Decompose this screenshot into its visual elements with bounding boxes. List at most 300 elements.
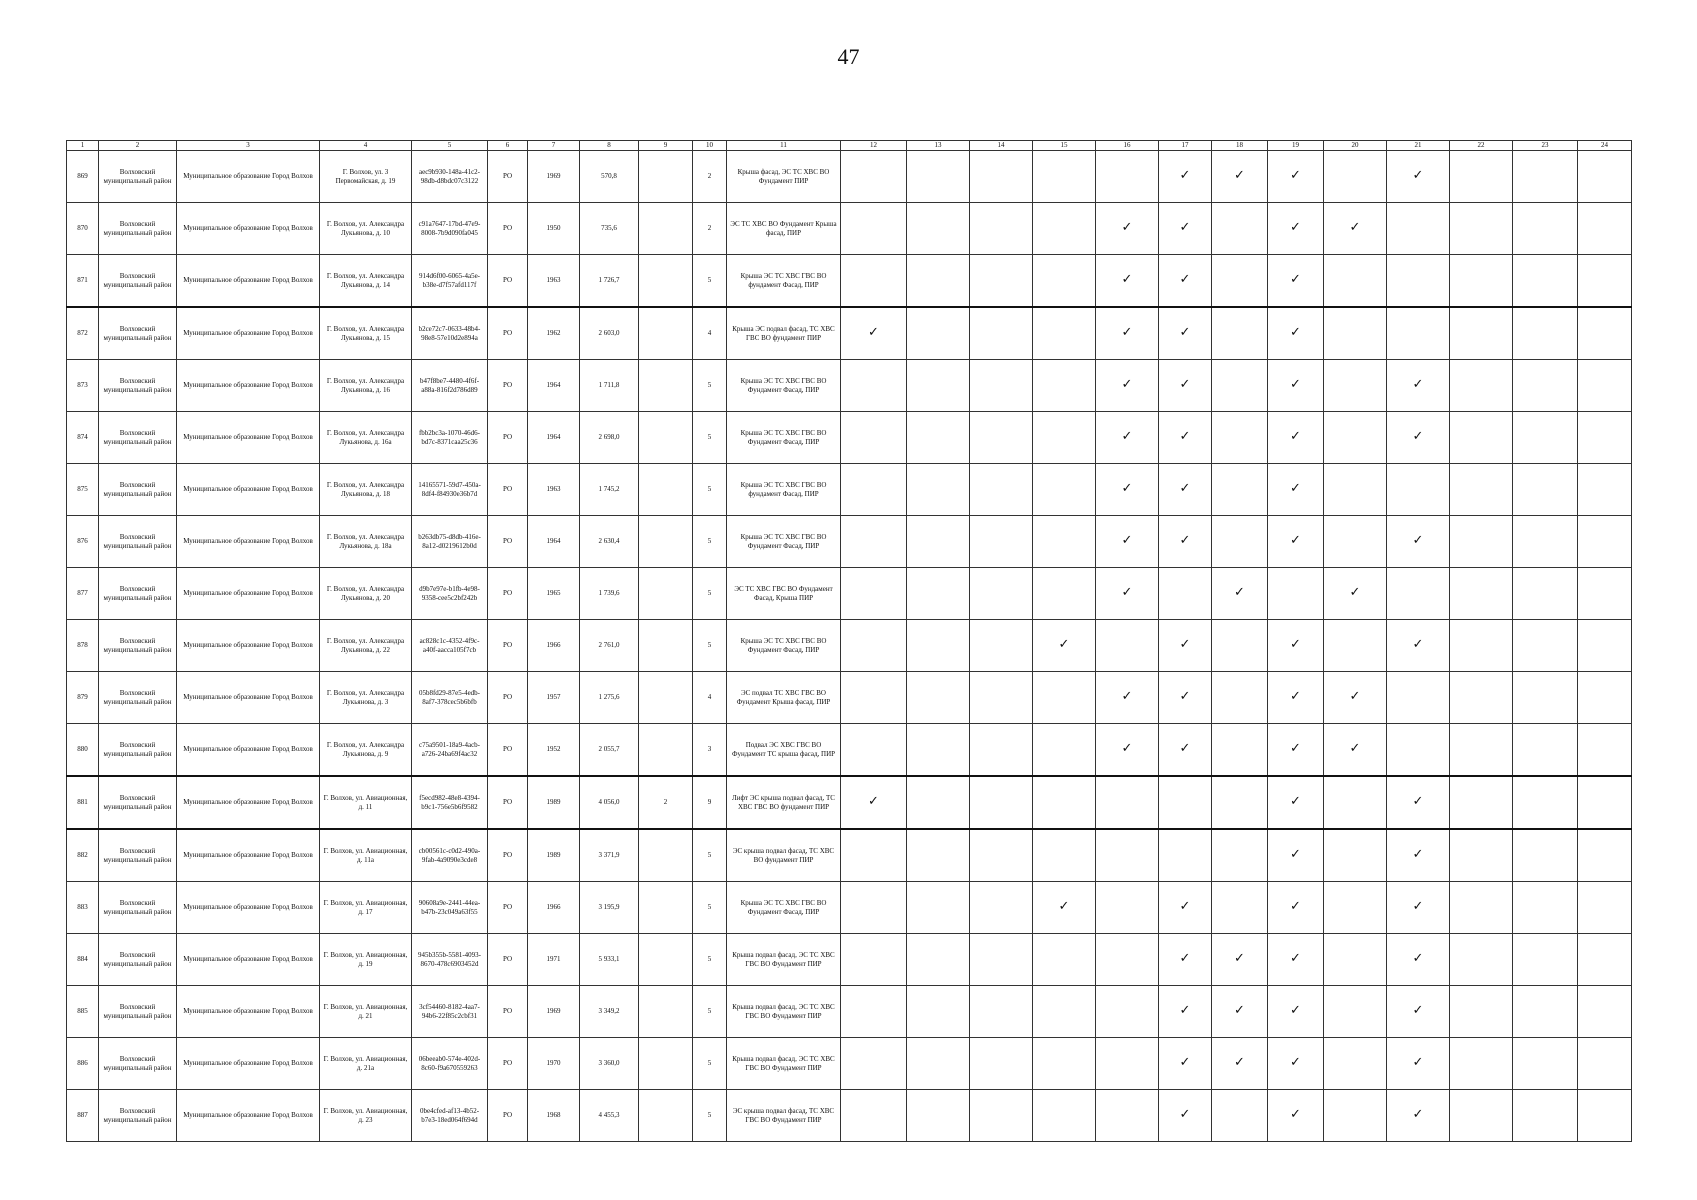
row-number: 886	[67, 1038, 99, 1090]
column-header-22: 22	[1450, 141, 1513, 151]
row-number: 872	[67, 307, 99, 360]
checkmark-icon: ✓	[1179, 168, 1191, 184]
works-cell: Крыша ЭС ТС ХВС ГВС ВО Фундамент Фасад, ПИР	[727, 882, 841, 934]
empty-cell-col13	[907, 776, 970, 829]
type-cell: РО	[488, 776, 528, 829]
address-cell: Г. Волхов, ул. Авиационная, д. 11а	[320, 829, 412, 882]
col9-cell	[639, 620, 693, 672]
district-cell: Волховский муниципальный район	[99, 829, 177, 882]
row-number: 885	[67, 986, 99, 1038]
empty-cell-col16	[1096, 1090, 1159, 1142]
empty-cell-col23	[1513, 412, 1578, 464]
col9-cell	[639, 1090, 693, 1142]
col10-cell: 3	[693, 724, 727, 777]
year-cell: 1970	[528, 1038, 580, 1090]
empty-cell-col12	[841, 829, 907, 882]
empty-cell-col12	[841, 516, 907, 568]
empty-cell-col24	[1578, 568, 1632, 620]
checkmark-icon: ✓	[1290, 377, 1301, 393]
district-cell: Волховский муниципальный район	[99, 776, 177, 829]
empty-cell-col24	[1578, 986, 1632, 1038]
column-header-13: 13	[907, 141, 970, 151]
district-cell: Волховский муниципальный район	[99, 1090, 177, 1142]
address-cell: Г. Волхов, ул. Александра Лукьянова, д. 9	[320, 724, 412, 777]
col10-cell: 5	[693, 412, 727, 464]
year-cell: 1989	[528, 776, 580, 829]
table-row	[67, 151, 1632, 203]
checkmark-icon: ✓	[1290, 325, 1301, 341]
municipality-cell: Муниципальное образование Город Волхов	[177, 307, 320, 360]
area-cell: 4 056,0	[580, 776, 639, 829]
check-cell-col17	[1159, 307, 1212, 360]
row-number: 879	[67, 672, 99, 724]
guid-cell: 05b8fd29-87e5-4edb-8af7-378cec5b6bfb	[412, 672, 488, 724]
area-cell: 3 349,2	[580, 986, 639, 1038]
check-cell-col19	[1268, 934, 1324, 986]
check-cell-col19	[1268, 724, 1324, 777]
checkmark-icon: ✓	[1412, 533, 1424, 549]
register-table	[66, 140, 1632, 1142]
checkmark-icon: ✓	[1412, 168, 1424, 184]
check-cell-col20	[1324, 672, 1387, 724]
column-header-19: 19	[1268, 141, 1324, 151]
municipality-cell: Муниципальное образование Город Волхов	[177, 151, 320, 203]
empty-cell-col13	[907, 568, 970, 620]
empty-cell-col14	[970, 464, 1033, 516]
check-cell-col21	[1387, 882, 1450, 934]
year-cell: 1964	[528, 360, 580, 412]
col9-cell	[639, 203, 693, 255]
check-cell-col17	[1159, 934, 1212, 986]
check-cell-col19	[1268, 776, 1324, 829]
area-cell: 5 933,1	[580, 934, 639, 986]
checkmark-icon: ✓	[1290, 168, 1301, 184]
checkmark-icon: ✓	[1179, 637, 1191, 653]
empty-cell-col20	[1324, 776, 1387, 829]
check-cell-col20	[1324, 724, 1387, 777]
empty-cell-col13	[907, 620, 970, 672]
check-cell-col17	[1159, 255, 1212, 308]
empty-cell-col22	[1450, 255, 1513, 308]
checkmark-icon: ✓	[1121, 325, 1133, 341]
area-cell: 2 761,0	[580, 620, 639, 672]
checkmark-icon: ✓	[1290, 481, 1301, 497]
empty-cell-col13	[907, 360, 970, 412]
checkmark-icon: ✓	[1412, 377, 1424, 393]
checkmark-icon: ✓	[1121, 481, 1133, 497]
empty-cell-col15	[1033, 151, 1096, 203]
col9-cell	[639, 568, 693, 620]
checkmark-icon: ✓	[1179, 533, 1191, 549]
type-cell: РО	[488, 151, 528, 203]
empty-cell-col13	[907, 724, 970, 777]
empty-cell-col12	[841, 672, 907, 724]
check-cell-col17	[1159, 1090, 1212, 1142]
check-cell-col21	[1387, 776, 1450, 829]
col10-cell: 5	[693, 986, 727, 1038]
check-cell-col16	[1096, 307, 1159, 360]
empty-cell-col12	[841, 882, 907, 934]
check-cell-col19	[1268, 986, 1324, 1038]
checkmark-icon: ✓	[1412, 951, 1424, 967]
checkmark-icon: ✓	[1121, 689, 1133, 705]
empty-cell-col13	[907, 934, 970, 986]
column-header-24: 24	[1578, 141, 1632, 151]
municipality-cell: Муниципальное образование Город Волхов	[177, 882, 320, 934]
area-cell: 4 455,3	[580, 1090, 639, 1142]
type-cell: РО	[488, 412, 528, 464]
area-cell: 735,6	[580, 203, 639, 255]
empty-cell-col22	[1450, 568, 1513, 620]
checkmark-icon: ✓	[1179, 481, 1191, 497]
checkmark-icon: ✓	[1179, 899, 1191, 915]
empty-cell-col21	[1387, 255, 1450, 308]
works-cell: Крыша ЭС ТС ХВС ГВС ВО Фундамент Фасад, ПИР	[727, 620, 841, 672]
empty-cell-col14	[970, 620, 1033, 672]
checkmark-icon: ✓	[1234, 951, 1245, 967]
area-cell: 3 360,0	[580, 1038, 639, 1090]
works-cell: Крыша ЭС ТС ХВС ГВС ВО Фундамент Фасад, ПИР	[727, 360, 841, 412]
checkmark-icon: ✓	[1234, 1055, 1245, 1071]
guid-cell: f5ecd982-48e8-4394-b9c1-756e5b6f9582	[412, 776, 488, 829]
checkmark-icon: ✓	[1179, 429, 1191, 445]
column-header-3: 3	[177, 141, 320, 151]
empty-cell-col15	[1033, 568, 1096, 620]
page-number: 47	[837, 44, 860, 69]
col9-cell	[639, 934, 693, 986]
row-number: 869	[67, 151, 99, 203]
empty-cell-col14	[970, 568, 1033, 620]
empty-cell-col24	[1578, 151, 1632, 203]
checkmark-icon: ✓	[1290, 951, 1301, 967]
empty-cell-col13	[907, 255, 970, 308]
check-cell-col19	[1268, 464, 1324, 516]
empty-cell-col16	[1096, 829, 1159, 882]
area-cell: 570,8	[580, 151, 639, 203]
check-cell-col21	[1387, 151, 1450, 203]
type-cell: РО	[488, 986, 528, 1038]
checkmark-icon: ✓	[1290, 429, 1301, 445]
check-cell-col16	[1096, 568, 1159, 620]
empty-cell-col23	[1513, 620, 1578, 672]
empty-cell-col14	[970, 255, 1033, 308]
table-header	[67, 141, 1632, 151]
column-header-4: 4	[320, 141, 412, 151]
empty-cell-col23	[1513, 516, 1578, 568]
checkmark-icon: ✓	[1234, 168, 1245, 184]
empty-cell-col14	[970, 672, 1033, 724]
district-cell: Волховский муниципальный район	[99, 307, 177, 360]
empty-cell-col22	[1450, 307, 1513, 360]
col10-cell: 4	[693, 307, 727, 360]
district-cell: Волховский муниципальный район	[99, 151, 177, 203]
municipality-cell: Муниципальное образование Город Волхов	[177, 516, 320, 568]
column-header-18: 18	[1212, 141, 1268, 151]
col9-cell	[639, 255, 693, 308]
empty-cell-col15	[1033, 203, 1096, 255]
table-row	[67, 203, 1632, 255]
empty-cell-col16	[1096, 882, 1159, 934]
district-cell: Волховский муниципальный район	[99, 882, 177, 934]
year-cell: 1950	[528, 203, 580, 255]
empty-cell-col20	[1324, 412, 1387, 464]
type-cell: РО	[488, 1090, 528, 1142]
empty-cell-col18	[1212, 412, 1268, 464]
works-cell: Крыша подвал фасад, ЭС ТС ХВС ГВС ВО Фундамент ПИР	[727, 934, 841, 986]
col9-cell: 2	[639, 776, 693, 829]
address-cell: Г. Волхов, ул. Александра Лукьянова, д. 15	[320, 307, 412, 360]
column-header-9: 9	[639, 141, 693, 151]
empty-cell-col23	[1513, 307, 1578, 360]
check-cell-col17	[1159, 412, 1212, 464]
empty-cell-col13	[907, 672, 970, 724]
year-cell: 1963	[528, 255, 580, 308]
empty-cell-col18	[1212, 882, 1268, 934]
works-cell: ЭС крыша подвал фасад, ТС ХВС ГВС ВО Фундамент ПИР	[727, 1090, 841, 1142]
type-cell: РО	[488, 568, 528, 620]
empty-cell-col21	[1387, 464, 1450, 516]
empty-cell-col12	[841, 464, 907, 516]
empty-cell-col15	[1033, 464, 1096, 516]
empty-cell-col23	[1513, 464, 1578, 516]
row-number: 871	[67, 255, 99, 308]
column-header-2: 2	[99, 141, 177, 151]
year-cell: 1969	[528, 986, 580, 1038]
empty-cell-col15	[1033, 776, 1096, 829]
area-cell: 3 195,9	[580, 882, 639, 934]
empty-cell-col12	[841, 412, 907, 464]
year-cell: 1962	[528, 307, 580, 360]
year-cell: 1966	[528, 620, 580, 672]
empty-cell-col18	[1212, 672, 1268, 724]
checkmark-icon: ✓	[1290, 1003, 1301, 1019]
col10-cell: 5	[693, 620, 727, 672]
empty-cell-col12	[841, 151, 907, 203]
guid-cell: 06beeab0-574e-402d-8c60-f9a670559263	[412, 1038, 488, 1090]
column-header-20: 20	[1324, 141, 1387, 151]
empty-cell-col16	[1096, 1038, 1159, 1090]
guid-cell: d9b7e97e-b1fb-4e98-9358-cee5c2bf242b	[412, 568, 488, 620]
guid-cell: fbb2bc3a-1070-46d6-bd7c-8371caa25c36	[412, 412, 488, 464]
check-cell-col21	[1387, 1038, 1450, 1090]
works-cell: Крыша ЭС подвал фасад, ТС ХВС ГВС ВО фундамент ПИР	[727, 307, 841, 360]
empty-cell-col15	[1033, 360, 1096, 412]
empty-cell-col23	[1513, 672, 1578, 724]
empty-cell-col12	[841, 1090, 907, 1142]
table-row	[67, 882, 1632, 934]
empty-cell-col18	[1212, 307, 1268, 360]
empty-cell-col18	[1212, 776, 1268, 829]
check-cell-col18	[1212, 934, 1268, 986]
empty-cell-col23	[1513, 255, 1578, 308]
guid-cell: c91a7647-17bd-47e9-8008-7b9d090fa045	[412, 203, 488, 255]
column-header-7: 7	[528, 141, 580, 151]
empty-cell-col23	[1513, 934, 1578, 986]
empty-cell-col14	[970, 986, 1033, 1038]
check-cell-col19	[1268, 672, 1324, 724]
empty-cell-col24	[1578, 255, 1632, 308]
table-row	[67, 516, 1632, 568]
table-row	[67, 829, 1632, 882]
checkmark-icon: ✓	[1234, 1003, 1245, 1019]
empty-cell-col14	[970, 934, 1033, 986]
empty-cell-col14	[970, 516, 1033, 568]
empty-cell-col19	[1268, 568, 1324, 620]
district-cell: Волховский муниципальный район	[99, 1038, 177, 1090]
empty-cell-col14	[970, 360, 1033, 412]
empty-cell-col16	[1096, 151, 1159, 203]
col10-cell: 5	[693, 360, 727, 412]
district-cell: Волховский муниципальный район	[99, 516, 177, 568]
municipality-cell: Муниципальное образование Город Волхов	[177, 360, 320, 412]
check-cell-col17	[1159, 882, 1212, 934]
empty-cell-col14	[970, 151, 1033, 203]
empty-cell-col24	[1578, 724, 1632, 777]
guid-cell: aec9b930-148a-41c2-98db-d8bdc07c3122	[412, 151, 488, 203]
checkmark-icon: ✓	[1349, 741, 1361, 757]
empty-cell-col12	[841, 986, 907, 1038]
empty-cell-col18	[1212, 464, 1268, 516]
checkmark-icon: ✓	[1179, 1003, 1191, 1019]
address-cell: Г. Волхов, ул. Александра Лукьянова, д. 14	[320, 255, 412, 308]
checkmark-icon: ✓	[1121, 585, 1133, 601]
address-cell: Г. Волхов, ул. Александра Лукьянова, д. 18	[320, 464, 412, 516]
area-cell: 2 698,0	[580, 412, 639, 464]
district-cell: Волховский муниципальный район	[99, 203, 177, 255]
empty-cell-col15	[1033, 1038, 1096, 1090]
empty-cell-col22	[1450, 203, 1513, 255]
year-cell: 1964	[528, 516, 580, 568]
municipality-cell: Муниципальное образование Город Волхов	[177, 620, 320, 672]
col9-cell	[639, 412, 693, 464]
column-header-17: 17	[1159, 141, 1212, 151]
checkmark-icon: ✓	[868, 325, 879, 341]
year-cell: 1971	[528, 934, 580, 986]
table-row	[67, 1038, 1632, 1090]
check-cell-col17	[1159, 516, 1212, 568]
area-cell: 1 711,8	[580, 360, 639, 412]
col10-cell: 5	[693, 829, 727, 882]
empty-cell-col23	[1513, 776, 1578, 829]
empty-cell-col21	[1387, 203, 1450, 255]
empty-cell-col24	[1578, 934, 1632, 986]
year-cell: 1966	[528, 882, 580, 934]
column-header-23: 23	[1513, 141, 1578, 151]
check-cell-col12	[841, 776, 907, 829]
empty-cell-col15	[1033, 829, 1096, 882]
empty-cell-col23	[1513, 568, 1578, 620]
empty-cell-col24	[1578, 464, 1632, 516]
check-cell-col19	[1268, 829, 1324, 882]
row-number: 878	[67, 620, 99, 672]
col9-cell	[639, 724, 693, 777]
check-cell-col18	[1212, 1038, 1268, 1090]
check-cell-col17	[1159, 464, 1212, 516]
empty-cell-col24	[1578, 672, 1632, 724]
check-cell-col17	[1159, 203, 1212, 255]
empty-cell-col20	[1324, 360, 1387, 412]
empty-cell-col16	[1096, 934, 1159, 986]
check-cell-col17	[1159, 360, 1212, 412]
table-row	[67, 1090, 1632, 1142]
empty-cell-col20	[1324, 255, 1387, 308]
guid-cell: 945b355b-5581-4093-8670-478c6903452d	[412, 934, 488, 986]
empty-cell-col13	[907, 464, 970, 516]
row-number: 883	[67, 882, 99, 934]
checkmark-icon: ✓	[1349, 689, 1361, 705]
column-header-5: 5	[412, 141, 488, 151]
col10-cell: 2	[693, 203, 727, 255]
table-row	[67, 360, 1632, 412]
col10-cell: 4	[693, 672, 727, 724]
empty-cell-col22	[1450, 672, 1513, 724]
empty-cell-col21	[1387, 568, 1450, 620]
empty-cell-col24	[1578, 203, 1632, 255]
checkmark-icon: ✓	[1290, 272, 1301, 288]
table-body	[67, 151, 1632, 1142]
district-cell: Волховский муниципальный район	[99, 672, 177, 724]
col9-cell	[639, 151, 693, 203]
empty-cell-col12	[841, 934, 907, 986]
area-cell: 1 726,7	[580, 255, 639, 308]
area-cell: 1 739,6	[580, 568, 639, 620]
year-cell: 1965	[528, 568, 580, 620]
empty-cell-col14	[970, 882, 1033, 934]
check-cell-col16	[1096, 724, 1159, 777]
col10-cell: 5	[693, 464, 727, 516]
district-cell: Волховский муниципальный район	[99, 360, 177, 412]
row-number: 875	[67, 464, 99, 516]
column-header-1: 1	[67, 141, 99, 151]
empty-cell-col15	[1033, 986, 1096, 1038]
guid-cell: b47f8be7-4480-4f6f-a88a-816f2d786d89	[412, 360, 488, 412]
checkmark-icon: ✓	[1290, 1107, 1301, 1123]
check-cell-col21	[1387, 829, 1450, 882]
check-cell-col17	[1159, 672, 1212, 724]
checkmark-icon: ✓	[1179, 1055, 1191, 1071]
empty-cell-col15	[1033, 724, 1096, 777]
empty-cell-col22	[1450, 724, 1513, 777]
row-number: 884	[67, 934, 99, 986]
checkmark-icon: ✓	[1058, 637, 1070, 653]
municipality-cell: Муниципальное образование Город Волхов	[177, 829, 320, 882]
check-cell-col19	[1268, 1090, 1324, 1142]
checkmark-icon: ✓	[1121, 533, 1133, 549]
empty-cell-col22	[1450, 620, 1513, 672]
checkmark-icon: ✓	[1179, 325, 1191, 341]
check-cell-col21	[1387, 934, 1450, 986]
type-cell: РО	[488, 203, 528, 255]
empty-cell-col20	[1324, 934, 1387, 986]
column-header-8: 8	[580, 141, 639, 151]
works-cell: ЭС ТС ХВС ВО Фундамент Крыша фасад, ПИР	[727, 203, 841, 255]
empty-cell-col17	[1159, 776, 1212, 829]
empty-cell-col24	[1578, 620, 1632, 672]
guid-cell: 0be4cfed-af13-4b52-b7e3-18ed064f694d	[412, 1090, 488, 1142]
checkmark-icon: ✓	[1290, 899, 1301, 915]
check-cell-col17	[1159, 151, 1212, 203]
col9-cell	[639, 986, 693, 1038]
table-row	[67, 568, 1632, 620]
address-cell: Г. Волхов, ул. Александра Лукьянова, д. 3	[320, 672, 412, 724]
col10-cell: 5	[693, 882, 727, 934]
type-cell: РО	[488, 829, 528, 882]
municipality-cell: Муниципальное образование Город Волхов	[177, 412, 320, 464]
address-cell: Г. Волхов, ул. Авиационная, д. 23	[320, 1090, 412, 1142]
empty-cell-col14	[970, 776, 1033, 829]
works-cell: Крыша ЭС ТС ХВС ГВС ВО Фундамент Фасад, ПИР	[727, 412, 841, 464]
district-cell: Волховский муниципальный район	[99, 724, 177, 777]
